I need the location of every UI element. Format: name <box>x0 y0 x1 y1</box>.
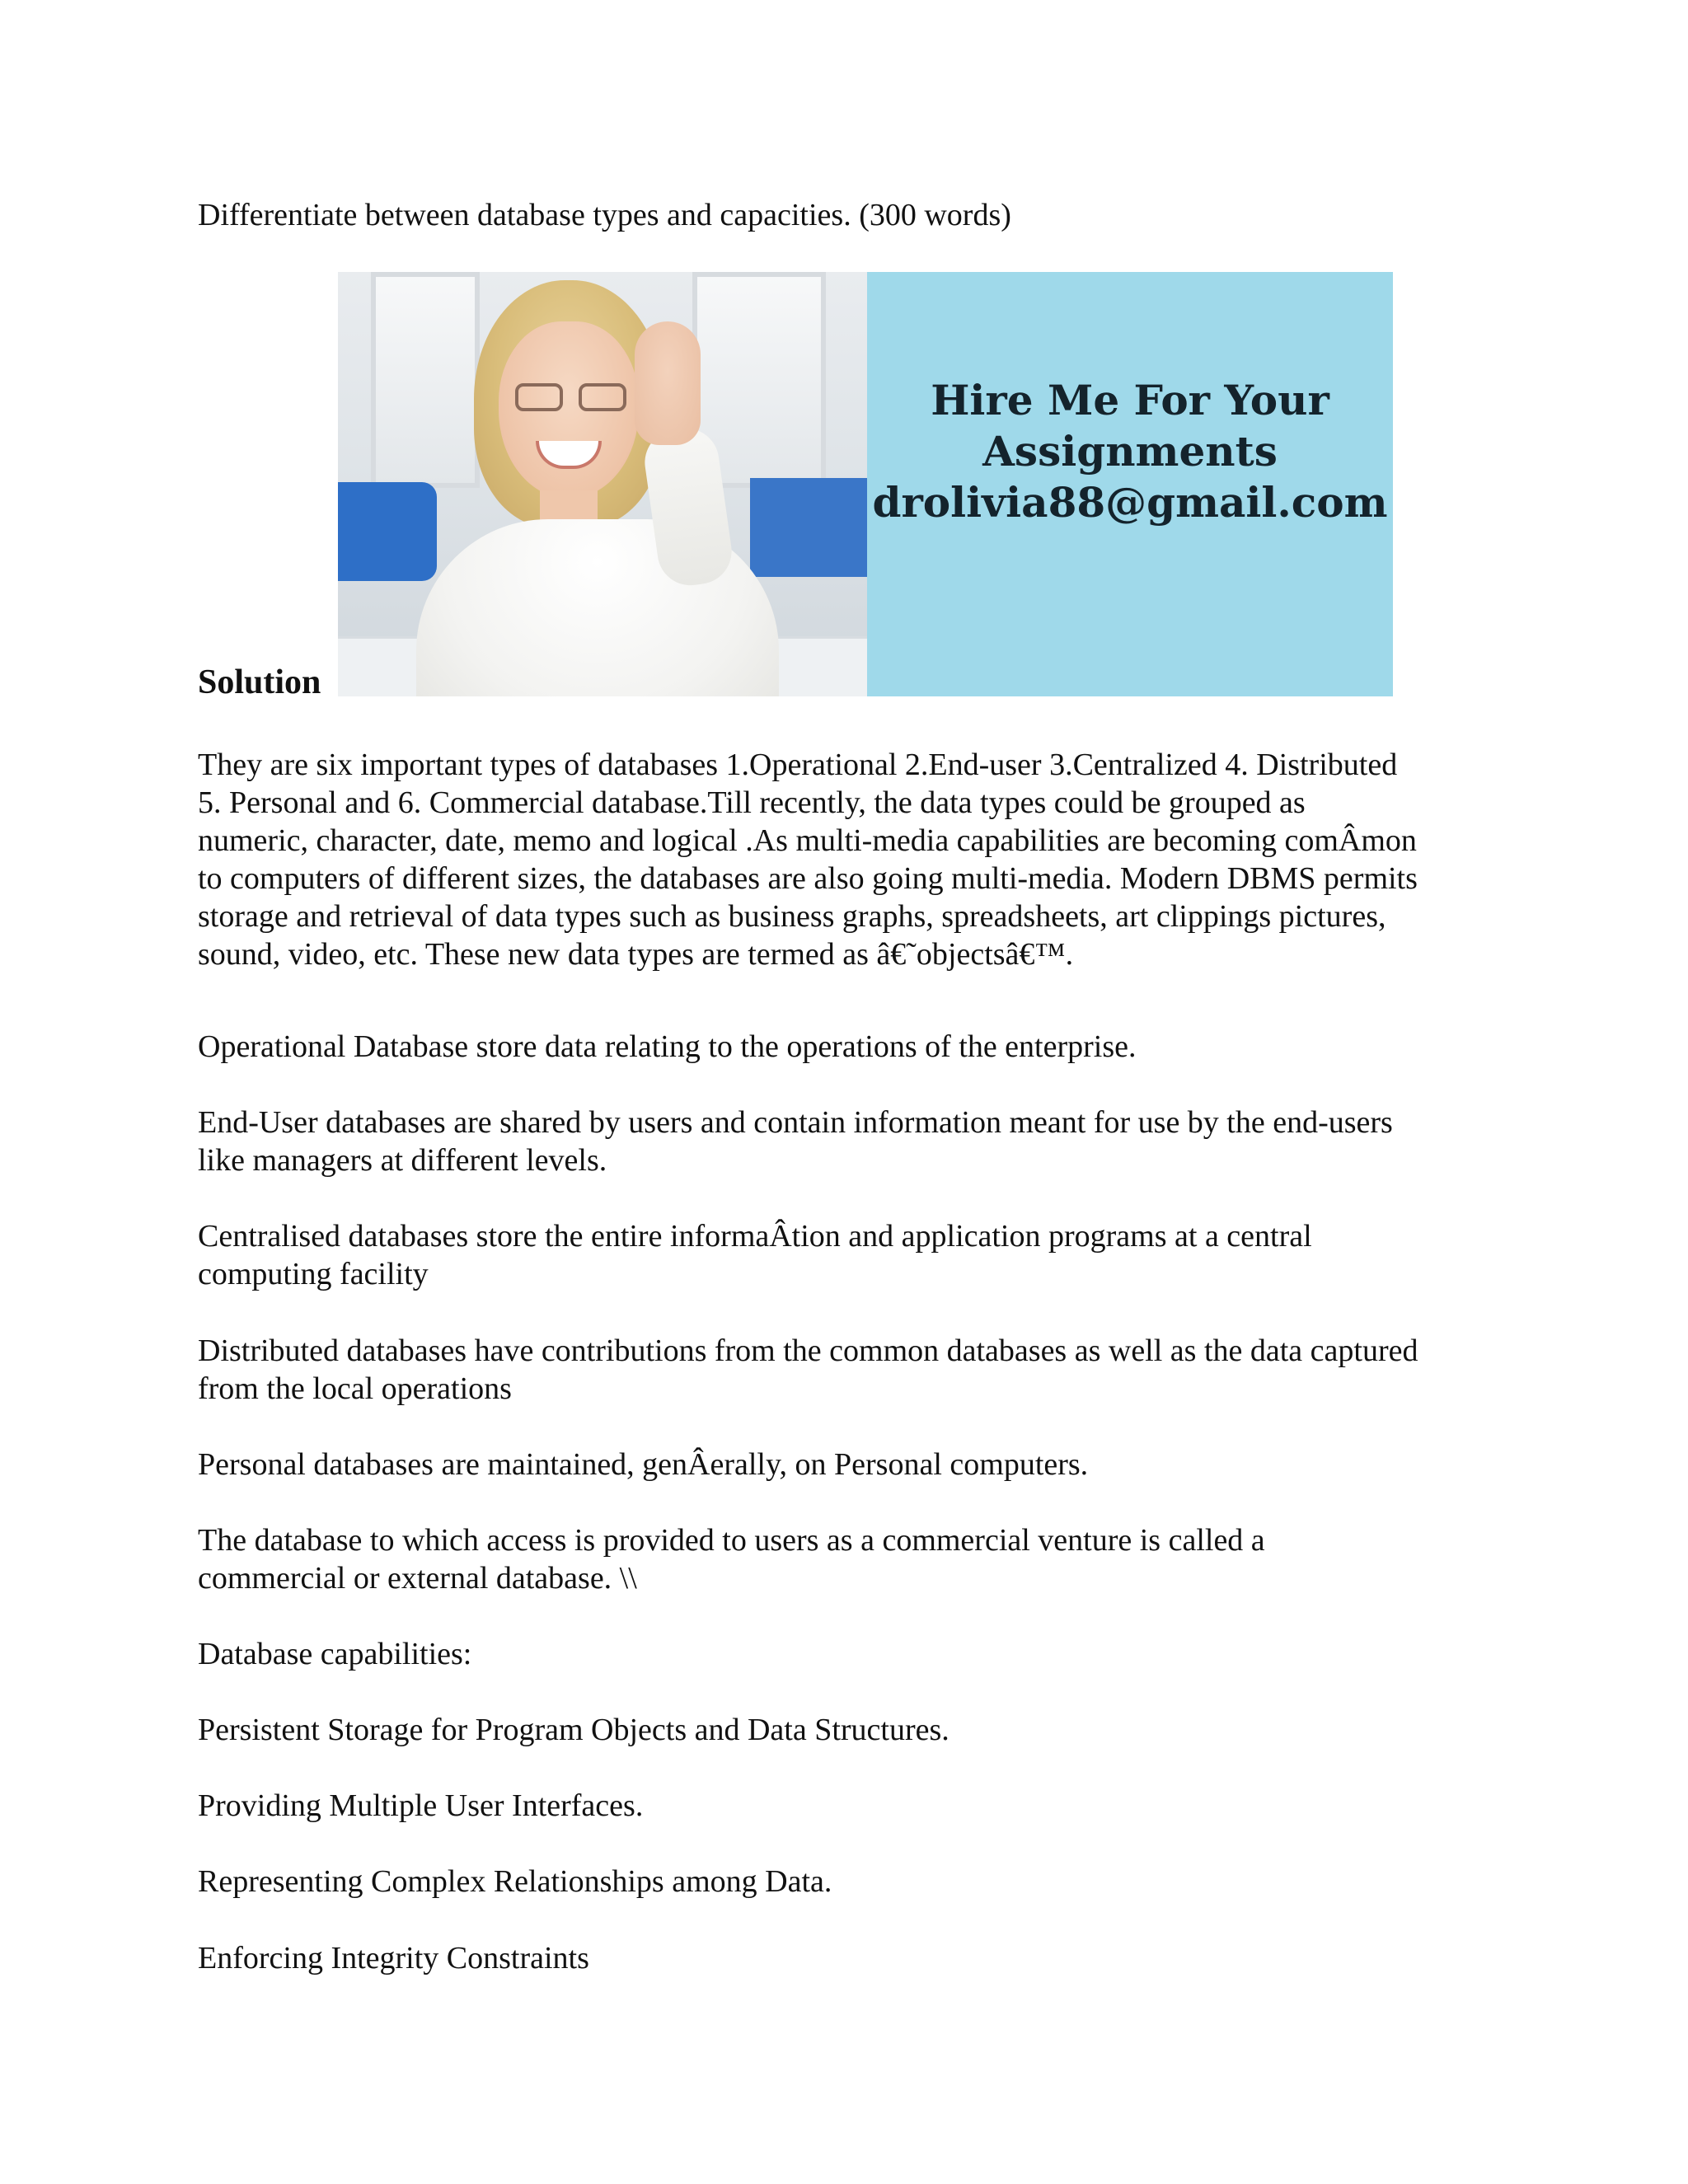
paragraph-capability-2: Providing Multiple User Interfaces. <box>198 1788 644 1823</box>
paragraph-centralised: Centralised databases store the entire informaÂtion and application programs at a central computing facility <box>198 1219 1312 1291</box>
ad-line-1: Hire Me For Your <box>931 375 1329 424</box>
ad-email: drolivia88@gmail.com <box>872 477 1388 527</box>
paragraph-operational: Operational Database store data relating to the operations of the enterprise. <box>198 1029 1137 1064</box>
paragraph-capability-1: Persistent Storage for Program Objects and Data Structures. <box>198 1713 950 1747</box>
paragraph-intro: They are six important types of databases 1.Operational 2.End-user 3.Centralized 4. Distributed 5. Personal and 6. Commercial database.Till recently, the data types could be grouped as numeric, character, date, memo and logical .As multi-media capabilities are becoming comÂmon to computers of different sizes, the databases are also going multi-media. Modern DBMS permits storage and retrieval of data types such as business graphs, spreadsheets, art clippings pictures, sound, video, etc. These new data types are termed as â€˜objectsâ€™. <box>198 748 1418 972</box>
paragraph-commercial: The database to which access is provided to users as a commercial venture is called a commercial or external database. \\ <box>198 1523 1265 1596</box>
ad-line-2: Assignments <box>982 426 1278 476</box>
banner-ad-text <box>867 272 1393 696</box>
paragraph-personal: Personal databases are maintained, genÂerally, on Personal computers. <box>198 1447 1089 1482</box>
woman-photo <box>338 272 867 696</box>
solution-heading: Solution <box>198 663 321 701</box>
glasses-shape <box>515 383 626 413</box>
paragraph-capabilities-heading: Database capabilities: <box>198 1637 472 1671</box>
advertisement-banner <box>338 272 1393 696</box>
paragraph-distributed: Distributed databases have contributions from the common databases as well as the data captured from the local operations <box>198 1333 1418 1406</box>
paragraph-end-user: End-User databases are shared by users and contain information meant for use by the end-users like managers at different levels. <box>198 1105 1393 1178</box>
paragraph-capability-3: Representing Complex Relationships among Data. <box>198 1864 832 1899</box>
paragraph-capability-4: Enforcing Integrity Constraints <box>198 1941 589 1975</box>
question-text: Differentiate between database types and capacities. (300 words) <box>198 198 1011 232</box>
